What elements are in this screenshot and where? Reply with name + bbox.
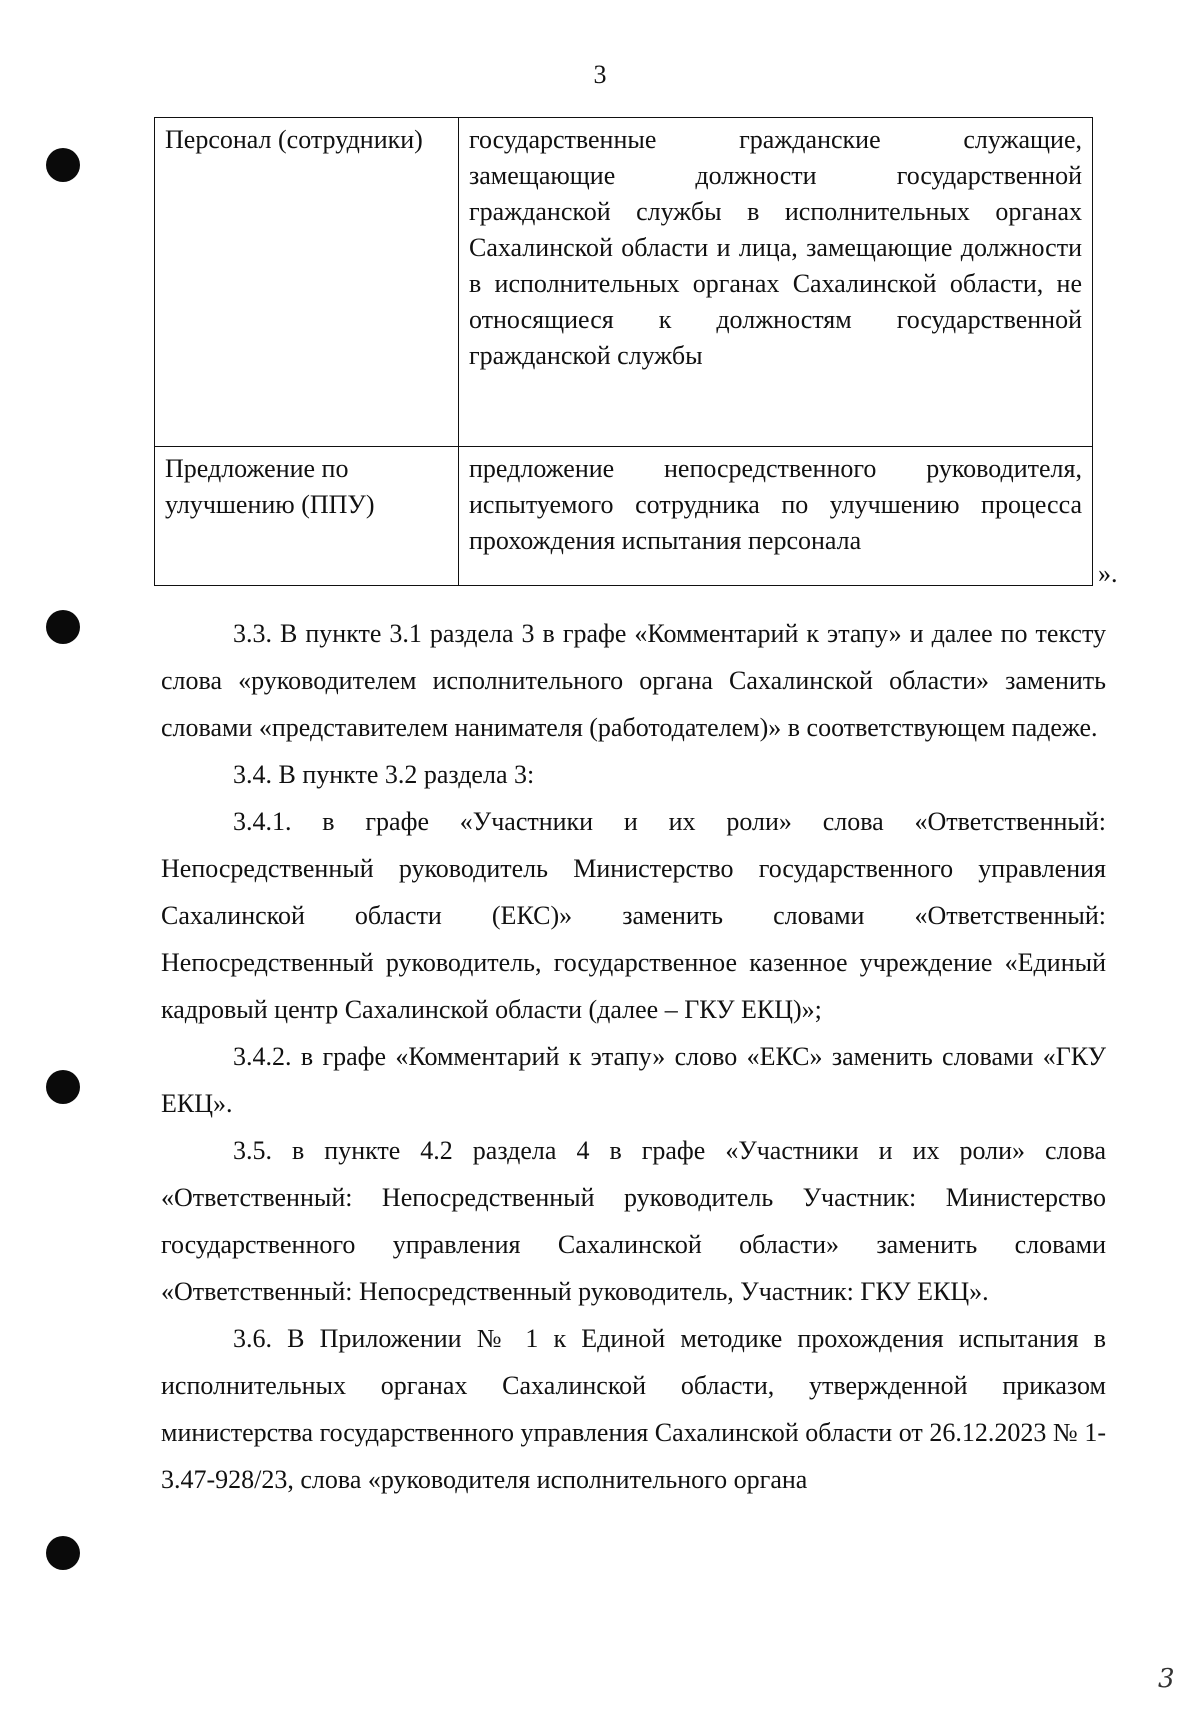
punch-hole-mark	[46, 610, 80, 644]
punch-hole-mark	[46, 1070, 80, 1104]
paragraph-3-4: 3.4. В пункте 3.2 раздела 3:	[233, 760, 535, 789]
paragraph-3-5: 3.5. в пункте 4.2 раздела 4 в графе «Участники и их роли» слова «Ответственный: Непосредственный руководитель Участник: Министерство государственного управления Сахалинской области» заменить словами «Ответственный: Непосредственный руководитель, Участник: ГКУ ЕКЦ».	[161, 1136, 1106, 1306]
definition-cell: государственные гражданские служащие, замещающие должности государственной гражданской службы в исполнительных органах Сахалинской области и лица, замещающие должности в исполнительных органах Сахалинской области, не относящиеся к должностям государственной гражданской службы	[459, 118, 1093, 447]
table-closing-quote: ».	[1098, 559, 1118, 588]
definition-cell: предложение непосредственного руководителя, испытуемого сотрудника по улучшению процесса прохождения испытания персонала	[459, 447, 1093, 586]
punch-hole-mark	[46, 1536, 80, 1570]
term-cell: Персонал (сотрудники)	[155, 118, 459, 447]
paragraph-3-4-1: 3.4.1. в графе «Участники и их роли» слова «Ответственный: Непосредственный руководитель Министерство государственного управления Сахалинской области (ЕКС)» заменить словами «Ответственный: Непосредственный руководитель, государственное казенное учреждение «Единый кадровый центр Сахалинской области (далее – ГКУ ЕКЦ)»;	[161, 807, 1106, 1024]
paragraph-3-4-2: 3.4.2. в графе «Комментарий к этапу» слово «ЕКС» заменить словами «ГКУ ЕКЦ».	[161, 1042, 1106, 1118]
table-row	[155, 118, 1093, 447]
page-number: 3	[593, 60, 607, 89]
term-cell: Предложение по улучшению (ППУ)	[155, 447, 459, 586]
paragraph-3-6: 3.6. В Приложении № 1 к Единой методике прохождения испытания в исполнительных органах Сахалинской области, утвержденной приказом министерства государственного управления Сахалинской области от 26.12.2023 № 1-3.47-928/23, слова «руководителя исполнительного органа	[161, 1324, 1106, 1494]
paragraph-3-3: 3.3. В пункте 3.1 раздела 3 в графе «Комментарий к этапу» и далее по тексту слова «руководителем исполнительного органа Сахалинской области» заменить словами «представителем нанимателя (работодателем)» в соответствующем падеже.	[161, 619, 1106, 742]
handwritten-page-mark: 3	[1158, 1664, 1175, 1694]
document-body	[161, 610, 1106, 1503]
table-row	[155, 447, 1093, 586]
punch-hole-mark	[46, 148, 80, 182]
definitions-table	[154, 117, 1093, 586]
